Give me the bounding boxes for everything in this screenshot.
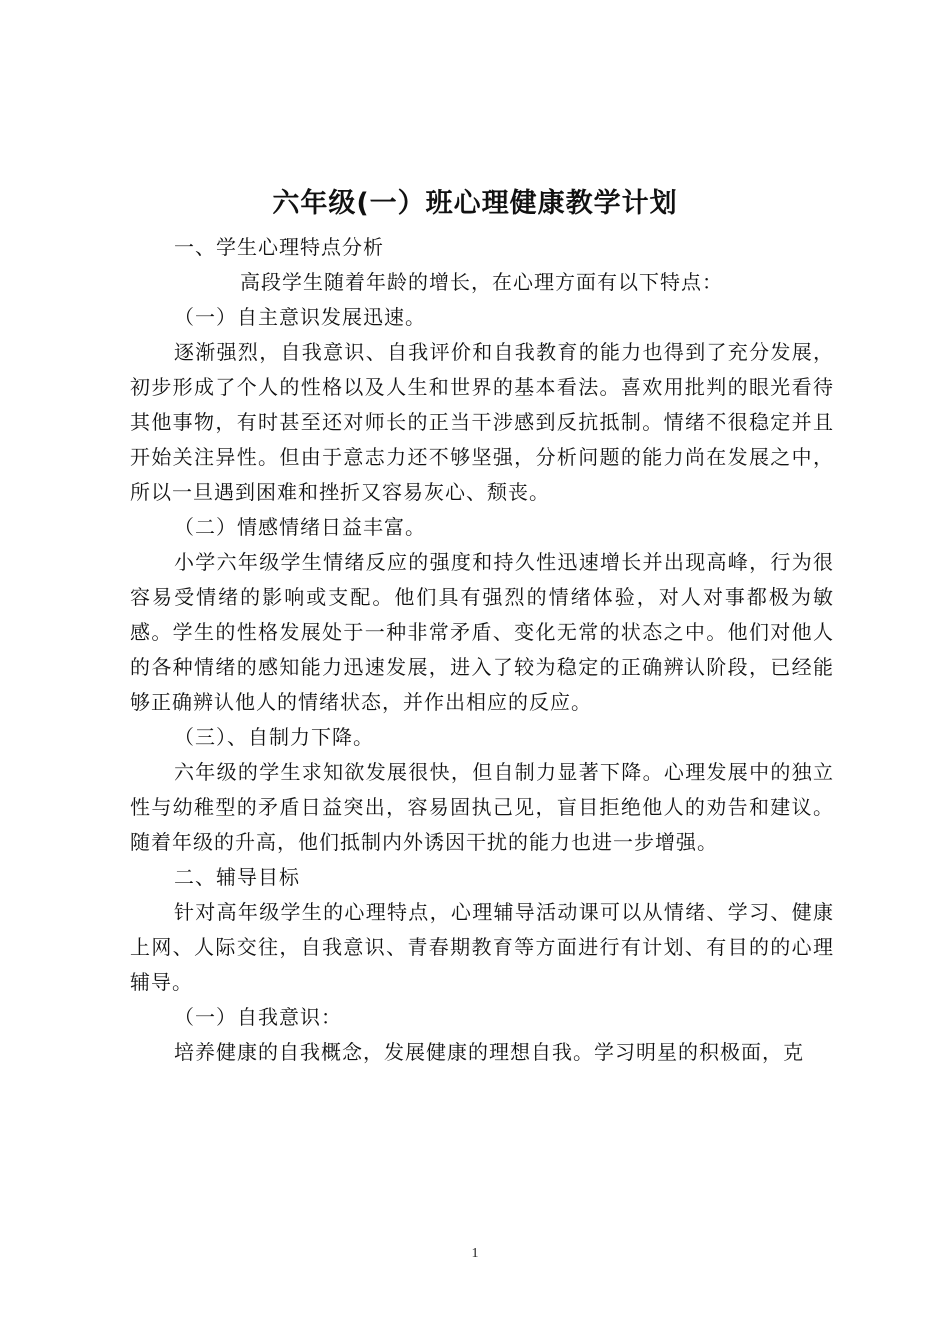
document-title: 六年级(一）班心理健康教学计划 <box>272 188 678 219</box>
subsection-heading: （一）自主意识发展迅速。 <box>174 305 426 329</box>
body-paragraph: 小学六年级学生情绪反应的强度和持久性迅速增长并出现高峰，行为很容易受情绪的影响或支配。他们具有强烈的情绪体验，对人对事都极为敏感。学生的性格发展处于一种非常矛盾、变化无常的状态之中。他们对他人的各种情绪的感知能力迅速发展，进入了较为稳定的正确辨认阶段，已经能够正确辨认他人的情绪状态，并作出相应的反应。 <box>130 550 834 714</box>
subsection-heading: （二）情感情绪日益丰富。 <box>174 515 426 539</box>
section-heading: 一、学生心理特点分析 <box>174 235 384 259</box>
section-heading: 二、辅导目标 <box>174 865 300 889</box>
body-paragraph: 逐渐强烈，自我意识、自我评价和自我教育的能力也得到了充分发展，初步形成了个人的性格以及人生和世界的基本看法。喜欢用批判的眼光看待其他事物，有时甚至还对师长的正当干涉感到反抗抵制。情绪不很稳定并且开始关注异性。但由于意志力还不够坚强，分析问题的能力尚在发展之中，所以一旦遇到困难和挫折又容易灰心、颓丧。 <box>130 340 834 504</box>
body-paragraph: 培养健康的自我概念，发展健康的理想自我。学习明星的积极面，克 <box>174 1040 804 1064</box>
intro-paragraph: 高段学生随着年龄的增长，在心理方面有以下特点： <box>240 270 723 294</box>
subsection-heading: （三）、自制力下降。 <box>174 725 374 749</box>
subsection-heading: （一）自我意识： <box>174 1005 342 1029</box>
document-body <box>130 230 834 1070</box>
body-paragraph: 六年级的学生求知欲发展很快，但自制力显著下降。心理发展中的独立性与幼稚型的矛盾日益突出，容易固执己见，盲目拒绝他人的劝告和建议。随着年级的升高，他们抵制内外诱因干扰的能力也进一步增强。 <box>130 760 834 854</box>
body-paragraph: 针对高年级学生的心理特点，心理辅导活动课可以从情绪、学习、健康上网、人际交往，自我意识、青春期教育等方面进行有计划、有目的的心理辅导。 <box>130 900 834 994</box>
page-number: 1 <box>471 1246 479 1261</box>
